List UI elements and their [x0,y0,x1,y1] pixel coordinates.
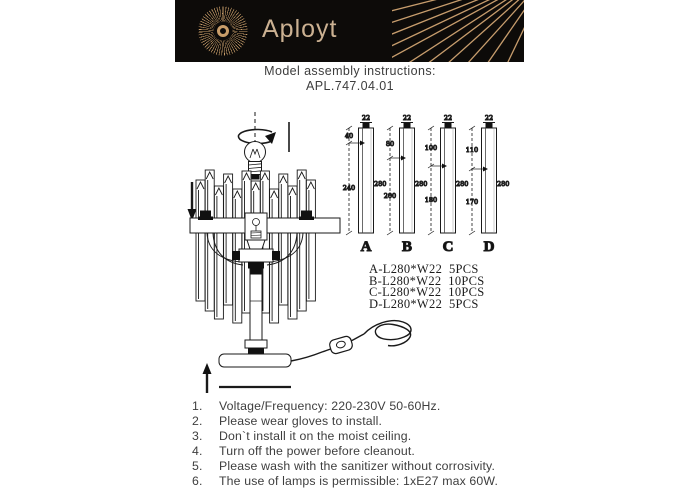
piece-a-bottom-dim: 240 [342,184,356,192]
parts-list-item: C-L280*W22 10PCS [369,285,485,300]
piece-d-width: 22 [484,114,494,122]
parts-list [369,264,485,311]
piece-d-length-dim: 280 [497,180,510,188]
cord-coil [351,321,411,346]
piece-a-top-dim: 40 [344,132,354,140]
piece-c-label: C [442,239,454,255]
model-number: APL.747.04.01 [306,79,394,93]
crystal-pieces [343,114,510,255]
piece-a-width: 22 [361,114,371,122]
instruction-item [192,399,532,414]
brand-name: Aployt [262,15,338,43]
instruction-text: Turn off the power before cleanout. [219,443,415,458]
parts-list-item: D-L280*W22 5PCS [369,297,479,312]
piece-a [343,114,387,255]
instruction-number: 1. [192,399,203,413]
instruction-text: The use of lamps is permissible: 1xE27 max 60W. [219,473,499,488]
instruction-item [192,429,532,444]
piece-b-top-dim: 80 [385,140,395,148]
piece-a-label: A [360,239,372,255]
instruction-number: 6. [192,473,203,488]
instruction-item [192,474,532,489]
piece-b-label: B [401,239,413,255]
parts-list-item: A-L280*W22 5PCS [369,262,479,276]
piece-c [425,114,469,255]
piece-d-bottom-dim: 170 [465,198,479,206]
instruction-number: 3. [192,428,203,443]
piece-d-label: D [483,239,495,255]
up-arrow-icon [203,363,212,393]
piece-d-top-dim: 110 [465,146,479,154]
instruction-text: Please wash with the sanitizer without corrosivity. [219,458,496,473]
stem-collar [245,340,267,354]
power-cord [291,348,333,361]
down-arrow-icon [188,182,197,221]
stem [250,269,263,349]
piece-b-width: 22 [402,114,412,122]
piece-b-length-dim: 280 [415,180,428,188]
table-lamp-figure [188,112,412,393]
piece-c-bottom-dim: 180 [424,196,438,204]
piece-c-width: 22 [443,114,453,122]
instruction-number: 5. [192,458,203,473]
parts-list-item: B-L280*W22 10PCS [369,273,485,288]
instruction-item [192,459,532,474]
instruction-text: Don`t install it on the moist ceiling. [219,428,412,443]
piece-a-length-dim: 280 [374,180,387,188]
instruction-text: Please wear gloves to install. [219,413,383,428]
piece-b-bottom-dim: 200 [383,192,397,200]
instructions-list [192,399,532,488]
instruction-text: Voltage/Frequency: 220-230V 50-60Hz. [219,399,441,413]
instruction-number: 4. [192,443,203,458]
instruction-item [192,414,532,429]
piece-d [466,114,510,255]
doc-title: Model assembly instructions: [264,64,436,78]
piece-b [384,114,428,255]
instruction-number: 2. [192,413,203,428]
instruction-item [192,444,532,459]
piece-c-top-dim: 100 [424,144,438,152]
piece-c-length-dim: 280 [456,180,469,188]
inline-switch [328,335,353,355]
lamp-base [219,354,291,367]
